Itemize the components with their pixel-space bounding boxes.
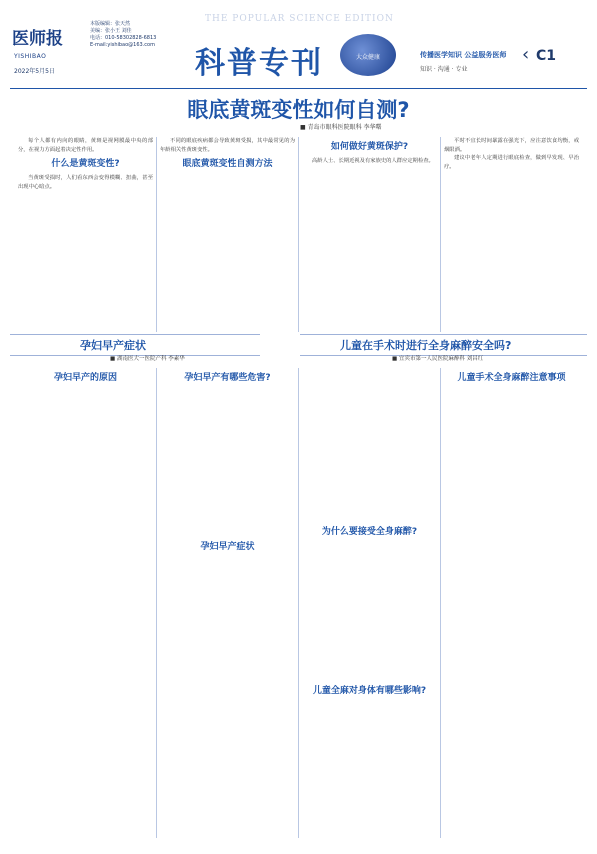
paragraph: 平时不宜长时间暴露在强光下，应注意饮食均衡，戒烟限酒。 <box>444 138 579 153</box>
meta-line: 美编：张小王 刘佳 <box>90 28 132 34</box>
lead-headline: 眼底黄斑变性如何自测? <box>187 98 410 122</box>
subhead: 孕妇早产有哪些危害? <box>184 373 271 383</box>
header-divider <box>10 88 587 89</box>
newspaper-logo: 医师报 <box>12 29 63 49</box>
slogan-sub: 知识 · 沟通 · 专业 <box>420 66 468 73</box>
left-article-column-1 <box>18 368 153 838</box>
issue-date: 2022年5月5日 <box>14 68 55 75</box>
lead-column-1 <box>18 137 153 332</box>
meta-line: 本版编辑：张天然 <box>90 21 131 27</box>
badge-text: 大众健康 <box>355 54 380 61</box>
lead-column-4 <box>444 137 579 332</box>
right-article-title: 儿童在手术时进行全身麻醉安全吗? <box>340 339 512 352</box>
edition-label: THE POPULAR SCIENCE EDITION <box>205 14 394 24</box>
page-code: C1 <box>536 48 557 64</box>
lead-byline: ■ 青岛市眼科医院眼科 李华曙 <box>300 124 382 131</box>
right-article-column-1 <box>302 368 437 838</box>
subhead: 儿童手术全身麻醉注意事项 <box>457 373 566 383</box>
meta-line: 电话：010-58302828-6813 <box>90 35 157 41</box>
subhead: 孕妇早产症状 <box>200 541 255 552</box>
subhead: 如何做好黄斑保护? <box>330 142 409 152</box>
subhead: 孕妇早产的原因 <box>53 373 117 383</box>
lead-column-2 <box>160 137 295 332</box>
column-divider <box>298 137 299 332</box>
column-divider <box>156 368 157 838</box>
left-article-column-2 <box>160 368 295 838</box>
meta-line: E-mail:yishibao@163.com <box>90 42 155 48</box>
subhead: 眼底黄斑变性自测方法 <box>182 159 273 170</box>
column-divider <box>440 137 441 332</box>
logo-subtext: YISHIBAO <box>14 53 47 60</box>
column-divider <box>440 368 441 838</box>
left-article-byline: ■ 湖南医大一医院产科 李素华 <box>110 356 185 362</box>
paragraph: 不同的眼底疾病都会导致黄斑受损，其中最常见的为年龄相关性黄斑变性。 <box>160 138 295 153</box>
paragraph: 建议中老年人定期进行眼底检查，做到早发现、早治疗。 <box>444 155 579 171</box>
column-divider <box>298 368 299 838</box>
left-article-title: 孕妇早产症状 <box>80 339 146 352</box>
slogan: 传播医学知识 公益服务医师 <box>420 51 507 59</box>
right-article-byline: ■ 宜宾市第一人民医院麻醉科 刘昌红 <box>392 356 484 362</box>
subhead: 什么是黄斑变性? <box>51 159 120 170</box>
paragraph: 每个人都有内向的眼睛，黄斑是视网膜最中央的部分，在视力方面起着决定性作用。 <box>18 138 153 153</box>
subhead: 儿童全麻对身体有哪些影响? <box>312 685 427 696</box>
page-brace-icon: ‹ <box>522 44 530 65</box>
paragraph: 高龄人士、长期近视及有家族史的人群应定期检查。 <box>312 157 434 164</box>
right-article-column-2 <box>444 368 579 838</box>
section-title: 科普专刊 <box>195 46 323 81</box>
column-divider <box>156 137 157 332</box>
editor-info <box>90 21 190 49</box>
lead-column-3 <box>302 137 437 332</box>
paragraph: 当黄斑受损时，人们看东西会变得模糊、扭曲，甚至出现中心暗点。 <box>18 175 153 190</box>
subhead: 为什么要接受全身麻醉? <box>321 527 418 537</box>
